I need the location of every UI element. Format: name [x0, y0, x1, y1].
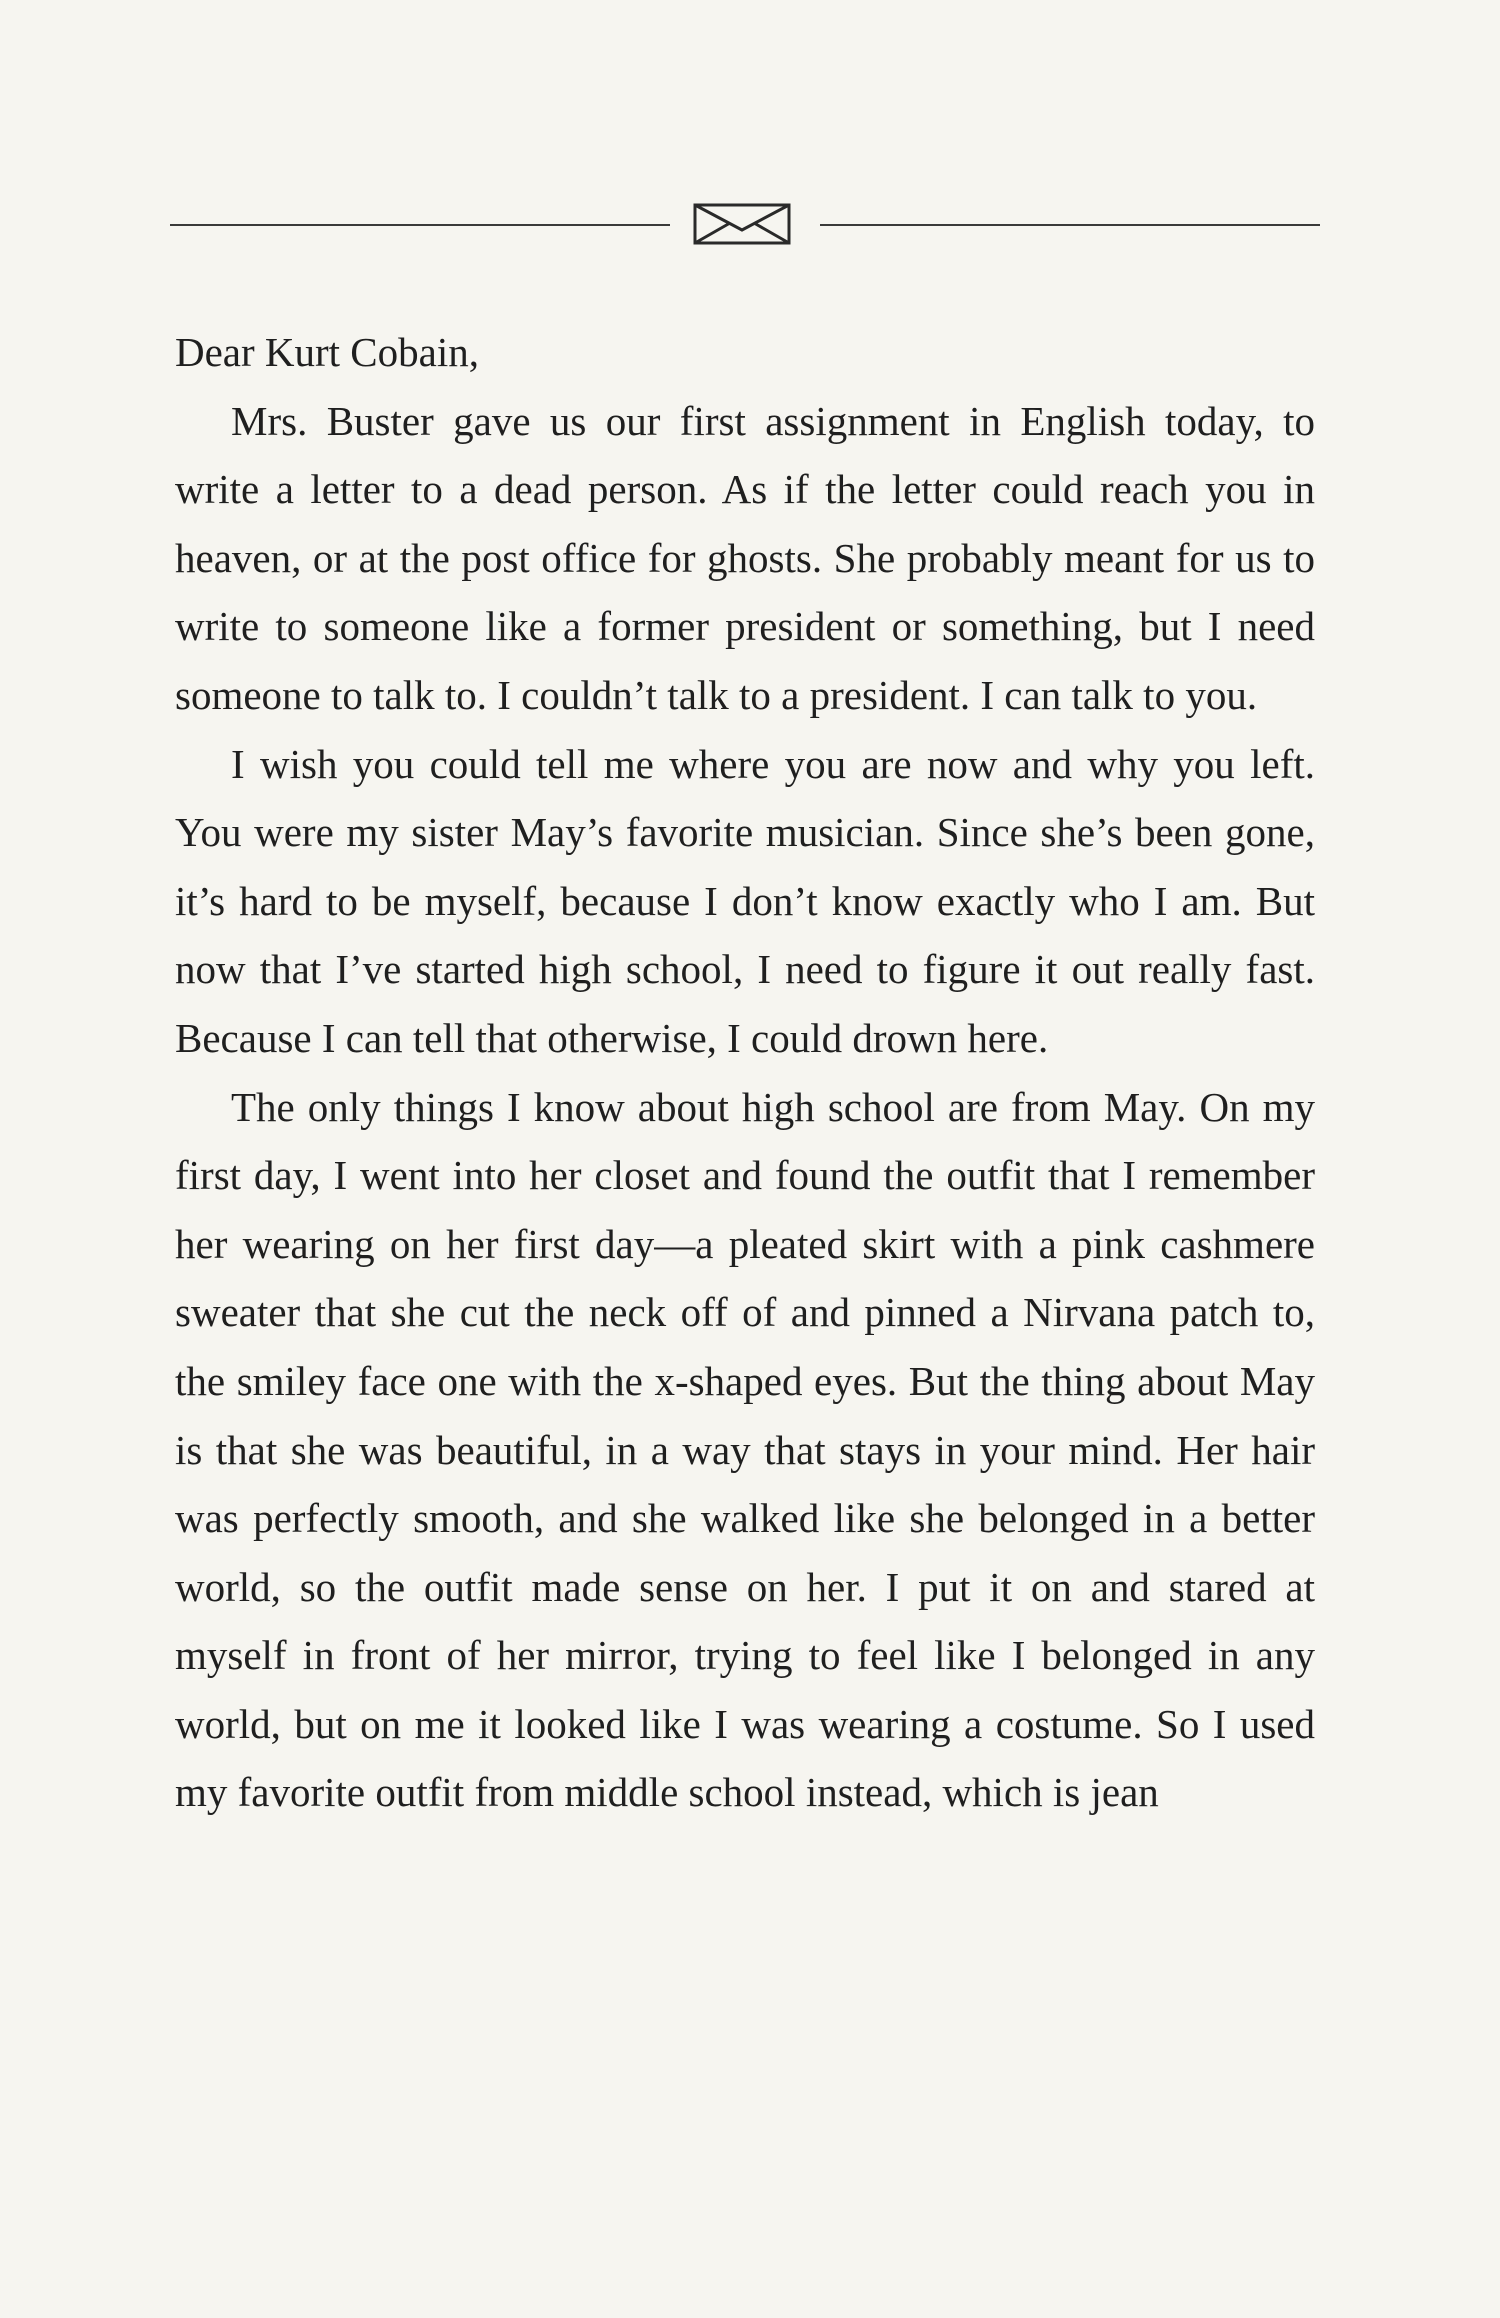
- letter-salutation: Dear Kurt Cobain,: [175, 329, 479, 375]
- letter-paragraph: I wish you could tell me where you are now and why you left. You were my sister May’s favorite musician. Since she’s been gone, it’s hard to be myself, because I don’t know exactly who I am. But now that I’ve started high school, I need to figure it out really fast. Because I can tell that otherwise, I could drown here.: [175, 740, 1315, 1061]
- section-ornament: [170, 196, 1320, 246]
- letter-body: [175, 318, 1315, 1827]
- envelope-icon: [692, 202, 792, 246]
- ornament-rule-right: [820, 224, 1320, 226]
- ornament-rule-left: [170, 224, 670, 226]
- letter-paragraph: The only things I know about high school are from May. On my first day, I went into her closet and found the outfit that I remember her wearing on her first day—a pleated skirt with a pink cashmere sweater that she cut the neck off of and pinned a Nirvana patch to, the smiley face one with the x-shaped eyes. But the thing about May is that she was beautiful, in a way that stays in your mind. Her hair was perfectly smooth, and she walked like she belonged in a better world, so the outfit made sense on her. I put it on and stared at myself in front of her mirror, trying to feel like I belonged in any world, but on me it looked like I was wearing a costume. So I used my favorite outfit from middle school instead, which is jean: [175, 1083, 1315, 1816]
- letter-paragraph: Mrs. Buster gave us our first assignment in English today, to write a letter to a dead person. As if the letter could reach you in heaven, or at the post office for ghosts. She probably meant for us to write to someone like a former president or something, but I need someone to talk to. I couldn’t talk to a president. I can talk to you.: [175, 397, 1315, 718]
